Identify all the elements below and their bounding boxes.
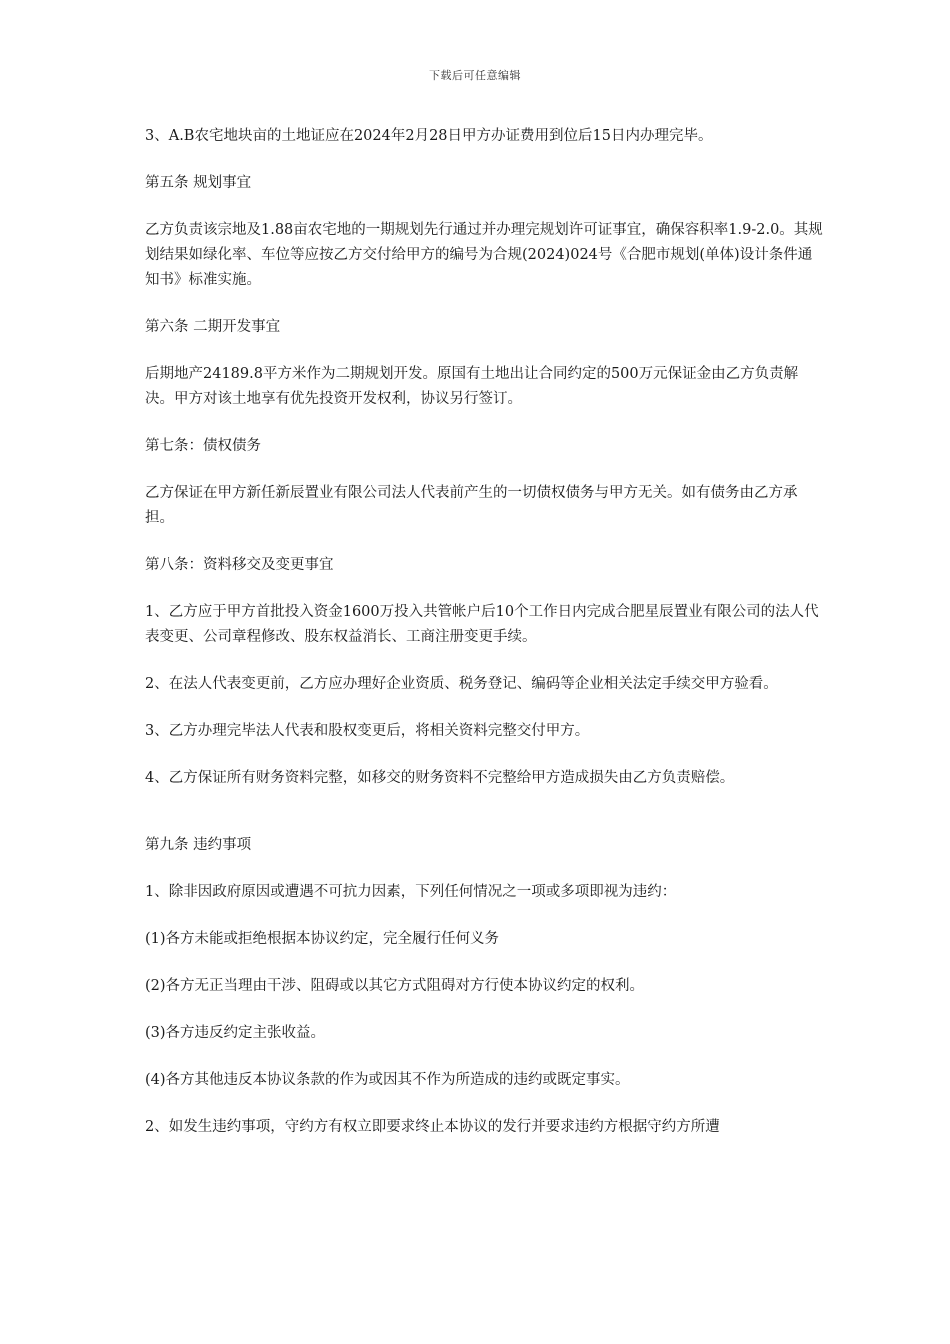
article-9-item-1: 1、除非因政府原因或遭遇不可抗力因素，下列任何情况之一项或多项即视为违约： xyxy=(145,884,677,900)
article-7-heading: 第七条：债权债务 xyxy=(145,438,261,454)
article-5-body: 乙方负责该宗地及1.88亩农宅地的一期规划先行通过并办理完规划许可证事宜，确保容积率1.9-2.0。其规划结果如绿化率、车位等应按乙方交付给甲方的编号为合规(2024)024号《合肥市规划(单体)设计条件通知书》标准实施。 xyxy=(145,222,823,288)
article-8-heading: 第八条：资料移交及变更事宜 xyxy=(145,557,334,573)
article-8-item-1: 1、乙方应于甲方首批投入资金1600万投入共管帐户后10个工作日内完成合肥星辰置业有限公司的法人代表变更、公司章程修改、股东权益消长、工商注册变更手续。 xyxy=(145,604,819,645)
article-8-item-4: 4、乙方保证所有财务资料完整，如移交的财务资料不完整给甲方造成损失由乙方负责赔偿。 xyxy=(145,770,735,786)
header-note: 下载后可任意编辑 xyxy=(429,69,521,82)
article-9-sub-1: (1)各方未能或拒绝根据本协议约定，完全履行任何义务 xyxy=(145,931,500,947)
clause-4-item-3: 3、A.B农宅地块亩的土地证应在2024年2月28日甲方办证费用到位后15日内办理完毕。 xyxy=(145,128,713,144)
article-7-body: 乙方保证在甲方新任新辰置业有限公司法人代表前产生的一切债权债务与甲方无关。如有债务由乙方承担。 xyxy=(145,485,798,526)
article-9-item-2: 2、如发生违约事项，守约方有权立即要求终止本协议的发行并要求违约方根据守约方所遭 xyxy=(145,1119,720,1135)
article-6-body: 后期地产24189.8平方米作为二期规划开发。原国有土地出让合同约定的500万元保证金由乙方负责解决。甲方对该土地享有优先投资开发权利，协议另行签订。 xyxy=(145,366,799,407)
article-5-heading: 第五条 规划事宜 xyxy=(145,175,252,191)
article-8-item-3: 3、乙方办理完毕法人代表和股权变更后，将相关资料完整交付甲方。 xyxy=(145,723,590,739)
article-9-sub-3: (3)各方违反约定主张收益。 xyxy=(145,1025,326,1041)
article-6-heading: 第六条 二期开发事宜 xyxy=(145,319,281,335)
document-body xyxy=(145,124,825,1162)
article-9-heading: 第九条 违约事项 xyxy=(145,837,252,853)
article-9-sub-2: (2)各方无正当理由干涉、阻碍或以其它方式阻碍对方行使本协议约定的权利。 xyxy=(145,978,645,994)
article-9-sub-4: (4)各方其他违反本协议条款的作为或因其不作为所造成的违约或既定事实。 xyxy=(145,1072,630,1088)
article-8-item-2: 2、在法人代表变更前，乙方应办理好企业资质、税务登记、编码等企业相关法定手续交甲方验看。 xyxy=(145,676,778,692)
